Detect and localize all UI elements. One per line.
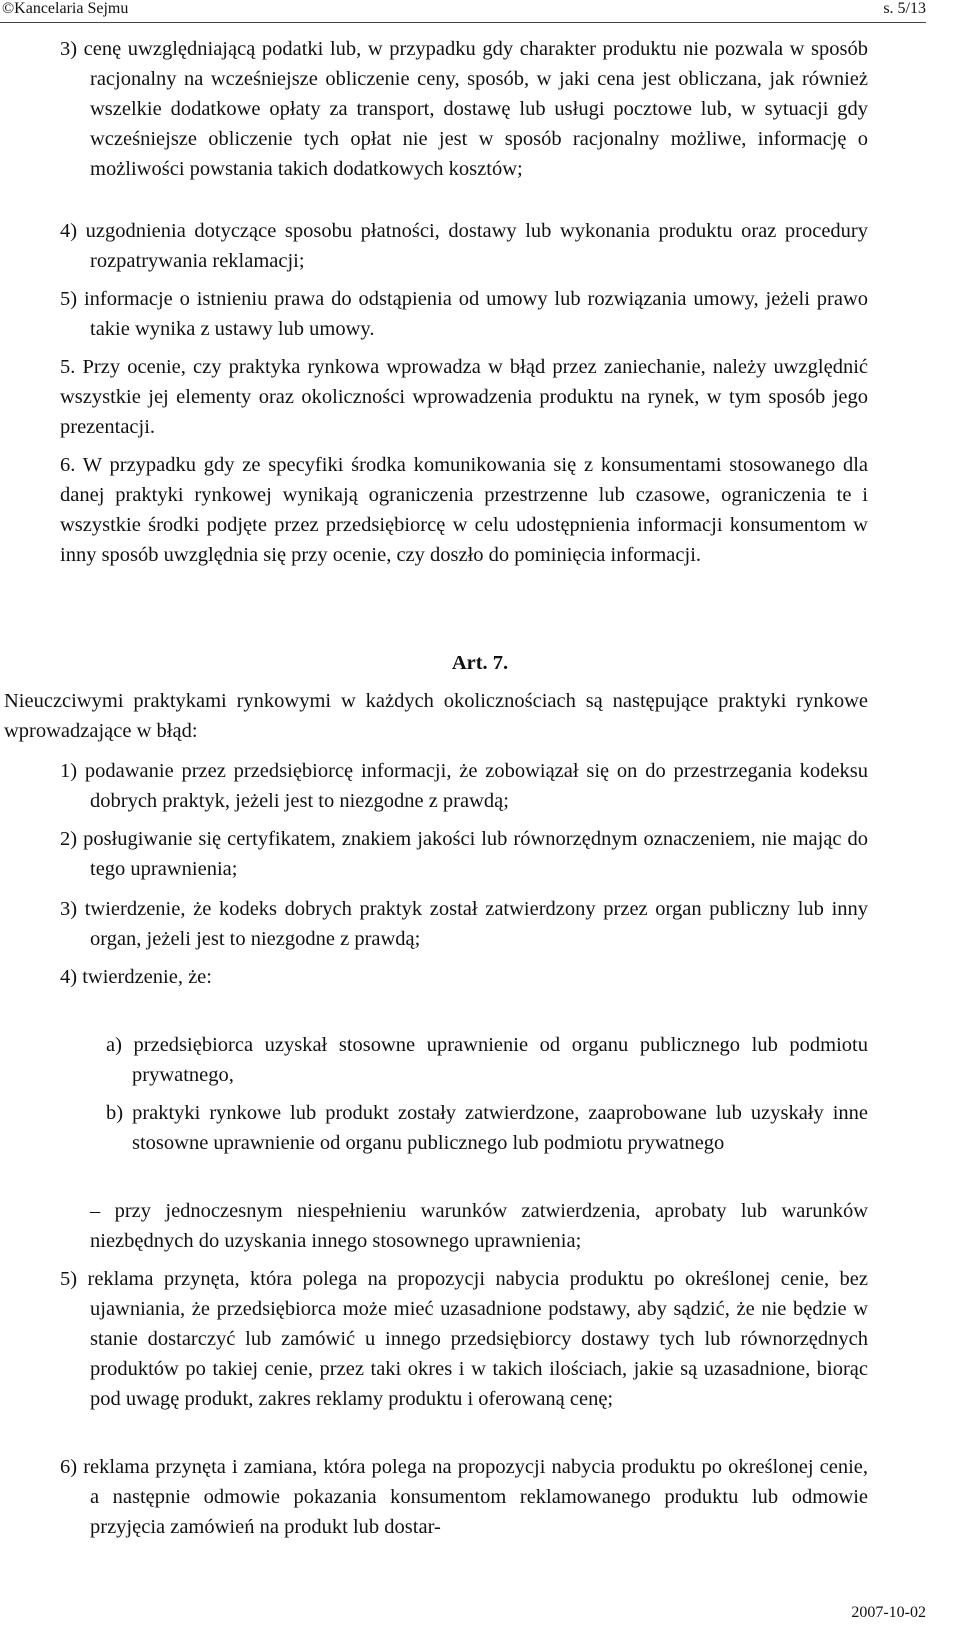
sub-item-letter: a)	[106, 1034, 122, 1056]
list-item	[60, 284, 868, 344]
item-text: reklama przynęta i zamiana, która polega na propozycji nabycia produktu po określonej cenie, a następnie odmowie pokazania konsumentom reklamowanego produktu lub odmowie przyjęcia zamówień na produkt lub dostar-	[83, 1456, 868, 1538]
list-item	[60, 34, 868, 184]
item-number: 5)	[60, 1268, 78, 1290]
item-number: 4)	[60, 966, 78, 988]
sub-item-text: praktyki rynkowe lub produkt zostały zatwierdzone, zaaprobowane lub uzyskały inne stosowne uprawnienie od organu publicznego lub podmiotu prywatnego	[132, 1102, 869, 1154]
article-intro: Nieuczciwymi praktykami rynkowymi w każdych okolicznościach są następujące praktyki rynkowe wprowadzające w błąd:	[4, 690, 868, 742]
item-text: podawanie przez przedsiębiorcę informacji, że zobowiązał się on do przestrzegania kodeksu dobrych praktyk, jeżeli jest to niezgodne z prawdą;	[84, 760, 868, 812]
sub-item-letter: b)	[106, 1102, 124, 1124]
item-number: 2)	[60, 828, 78, 850]
item-text: informacje o istnieniu prawa do odstąpienia od umowy lub rozwiązania umowy, jeżeli prawo takie wynika z ustawy lub umowy.	[83, 288, 868, 340]
item-text: reklama przynęta, która polega na propozycji nabycia produktu po określonej cenie, bez ujawniania, że przedsiębiorca może mieć uzasadnione podstawy, aby sądzić, że nie będzie w stanie dostarczyć lub zamówić u innego przedsiębiorcy dostawy tych lub równorzędnych produktów po takiej cenie, przez taki okres i w takich ilościach, jakie są uzasadnione, biorąc pod uwagę produkt, zakres reklamy produktu i oferowaną cenę;	[87, 1268, 869, 1410]
item-number: 5)	[60, 288, 78, 310]
item-number: 3)	[60, 38, 78, 60]
footer-date: 2007-10-02	[851, 1604, 926, 1621]
list-item	[60, 1264, 868, 1414]
header-source: ©Kancelaria Sejmu	[2, 0, 129, 17]
sub-list-item	[106, 1098, 868, 1158]
sub-list-item	[106, 1030, 868, 1090]
item-text: twierdzenie, że:	[82, 966, 212, 988]
list-item	[60, 756, 868, 816]
list-item	[60, 894, 868, 954]
item-text: posługiwanie się certyfikatem, znakiem jakości lub równorzędnym oznaczeniem, nie mając do tego uprawnienia;	[83, 828, 869, 880]
item-number: 6)	[60, 1456, 78, 1478]
dash-clause: – przy jednoczesnym niespełnieniu warunków zatwierdzenia, aprobaty lub warunków niezbędnych do uzyskania innego stosownego uprawnienia;	[90, 1200, 868, 1252]
item-text: cenę uwzględniającą podatki lub, w przypadku gdy charakter produktu nie pozwala w sposób racjonalny na wcześniejsze obliczenie ceny, sposób, w jaki cena jest obliczana, jak również wszelkie dodatkowe opłaty za transport, dostawę lub usługi pocztowe lub, w sytuacji gdy wcześniejsze obliczenie tych opłat nie jest w sposób racjonalny możliwe, informację o możliwości powstania takich dodatkowych kosztów;	[83, 38, 868, 180]
header-page-number: s. 5/13	[883, 0, 926, 17]
paragraph-6: 6. W przypadku gdy ze specyfiki środka komunikowania się z konsumentami stosowanego dla danej praktyki rynkowej wynikają ograniczenia przestrzenne lub czasowe, ograniczenia te i wszystkie środki podjęte przez przedsiębiorcę w celu udostępnienia informacji konsumentom w inny sposób uwzględnia się przy ocenie, czy doszło do pominięcia informacji.	[60, 454, 868, 566]
item-number: 4)	[60, 220, 78, 242]
item-text: twierdzenie, że kodeks dobrych praktyk został zatwierdzony przez organ publiczny lub inny organ, jeżeli jest to niezgodne z prawdą;	[84, 898, 869, 950]
page-header	[0, 0, 926, 23]
item-text: uzgodnienia dotyczące sposobu płatności, dostawy lub wykonania produktu oraz procedury rozpatrywania reklamacji;	[85, 220, 868, 272]
item-number: 1)	[60, 760, 78, 782]
item-number: 3)	[60, 898, 78, 920]
list-item	[60, 216, 868, 276]
list-item	[60, 824, 868, 884]
list-item	[60, 1452, 868, 1542]
paragraph-5: 5. Przy ocenie, czy praktyka rynkowa wprowadza w błąd przez zaniechanie, należy uwzględnić wszystkie jej elementy oraz okoliczności wprowadzenia produktu na rynek, w tym sposób jego prezentacji.	[60, 356, 868, 438]
list-item	[60, 962, 868, 992]
sub-item-text: przedsiębiorca uzyskał stosowne uprawnienie od organu publicznego lub podmiotu prywatnego,	[132, 1034, 868, 1086]
article-title: Art. 7.	[451, 652, 509, 674]
